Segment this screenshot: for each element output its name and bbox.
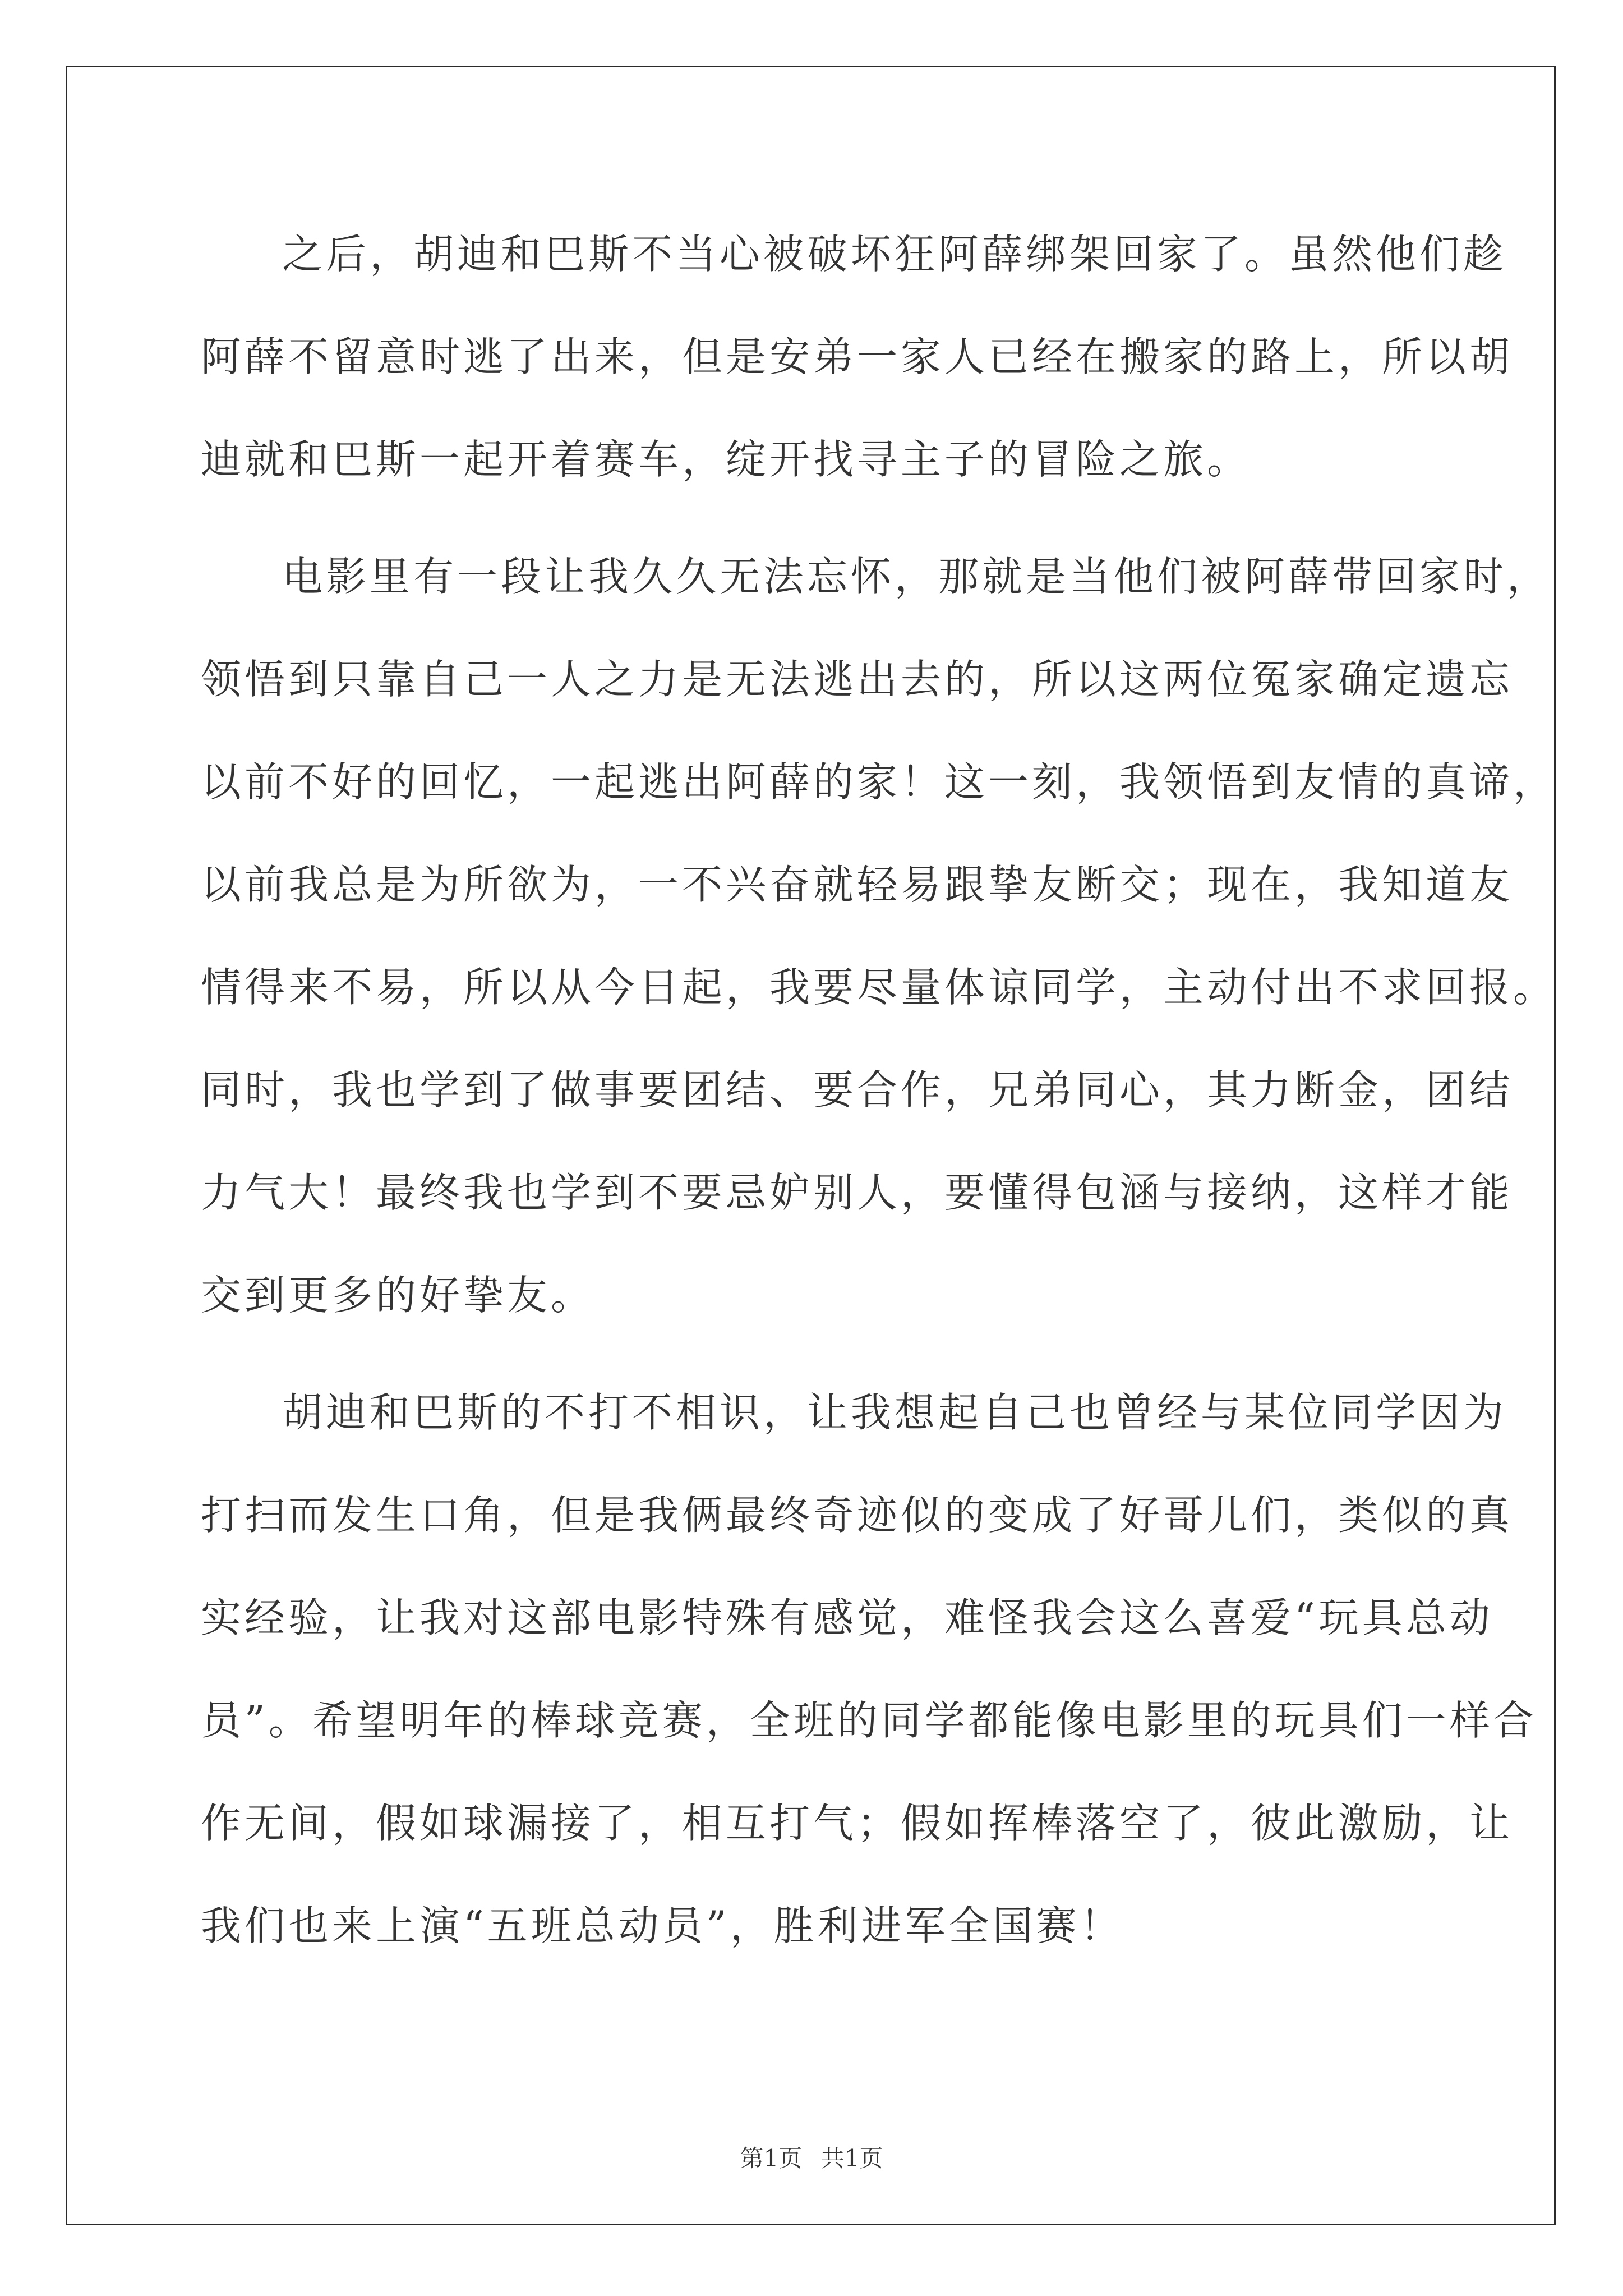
text-line: 以前我总是为所欲为，一不兴奋就轻易跟挚友断交；现在，我知道友 xyxy=(201,861,1514,908)
text-line: 胡迪和巴斯的不打不相识，让我想起自己也曾经与某位同学因为 xyxy=(282,1389,1507,1436)
text-line: 情得来不易，所以从今日起，我要尽量体谅同学，主动付出不求回报。 xyxy=(201,964,1557,1011)
text-line: 电影里有一段让我久久无法忘怀，那就是当他们被阿薛带回家时， xyxy=(282,553,1551,600)
page-number: 第1页 xyxy=(740,2145,803,2172)
text-line: 阿薛不留意时逃了出来，但是安弟一家人已经在搬家的路上，所以胡 xyxy=(201,333,1514,380)
text-line: 员”。希望明年的棒球竞赛，全班的同学都能像电影里的玩具们一样合 xyxy=(201,1697,1537,1744)
text-line: 同时，我也学到了做事要团结、要合作，兄弟同心，其力断金，团结 xyxy=(201,1066,1514,1114)
text-line: 交到更多的好挚友。 xyxy=(201,1272,595,1319)
text-line: 实经验，让我对这部电影特殊有感觉，难怪我会这么喜爱“玩具总动 xyxy=(201,1594,1493,1641)
text-line: 力气大！最终我也学到不要忌妒别人，要懂得包涵与接纳，这样才能 xyxy=(201,1169,1514,1216)
paragraph xyxy=(201,222,1514,530)
text-line: 之后，胡迪和巴斯不当心被破坏狂阿薛绑架回家了。虽然他们趁 xyxy=(282,231,1507,278)
text-line: 我们也来上演“五班总动员”，胜利进军全国赛！ xyxy=(201,1902,1124,1949)
text-line: 打扫而发生口角，但是我俩最终奇迹似的变成了好哥儿们，类似的真 xyxy=(201,1492,1514,1539)
document-body xyxy=(201,222,1557,1996)
text-line: 领悟到只靠自己一人之力是无法逃出去的，所以这两位冤家确定遗忘 xyxy=(201,656,1514,703)
page-total: 共1页 xyxy=(820,2145,883,2172)
paragraph xyxy=(201,1380,1537,1996)
text-line: 以前不好的回忆，一起逃出阿薛的家！这一刻，我领悟到友情的真谛， xyxy=(201,758,1557,806)
paragraph xyxy=(201,544,1557,1365)
text-line: 迪就和巴斯一起开着赛车，绽开找寻主子的冒险之旅。 xyxy=(201,436,1251,483)
text-line: 作无间，假如球漏接了，相互打气；假如挥棒落空了，彼此激励，让 xyxy=(201,1800,1514,1847)
page-footer xyxy=(0,2140,1623,2174)
